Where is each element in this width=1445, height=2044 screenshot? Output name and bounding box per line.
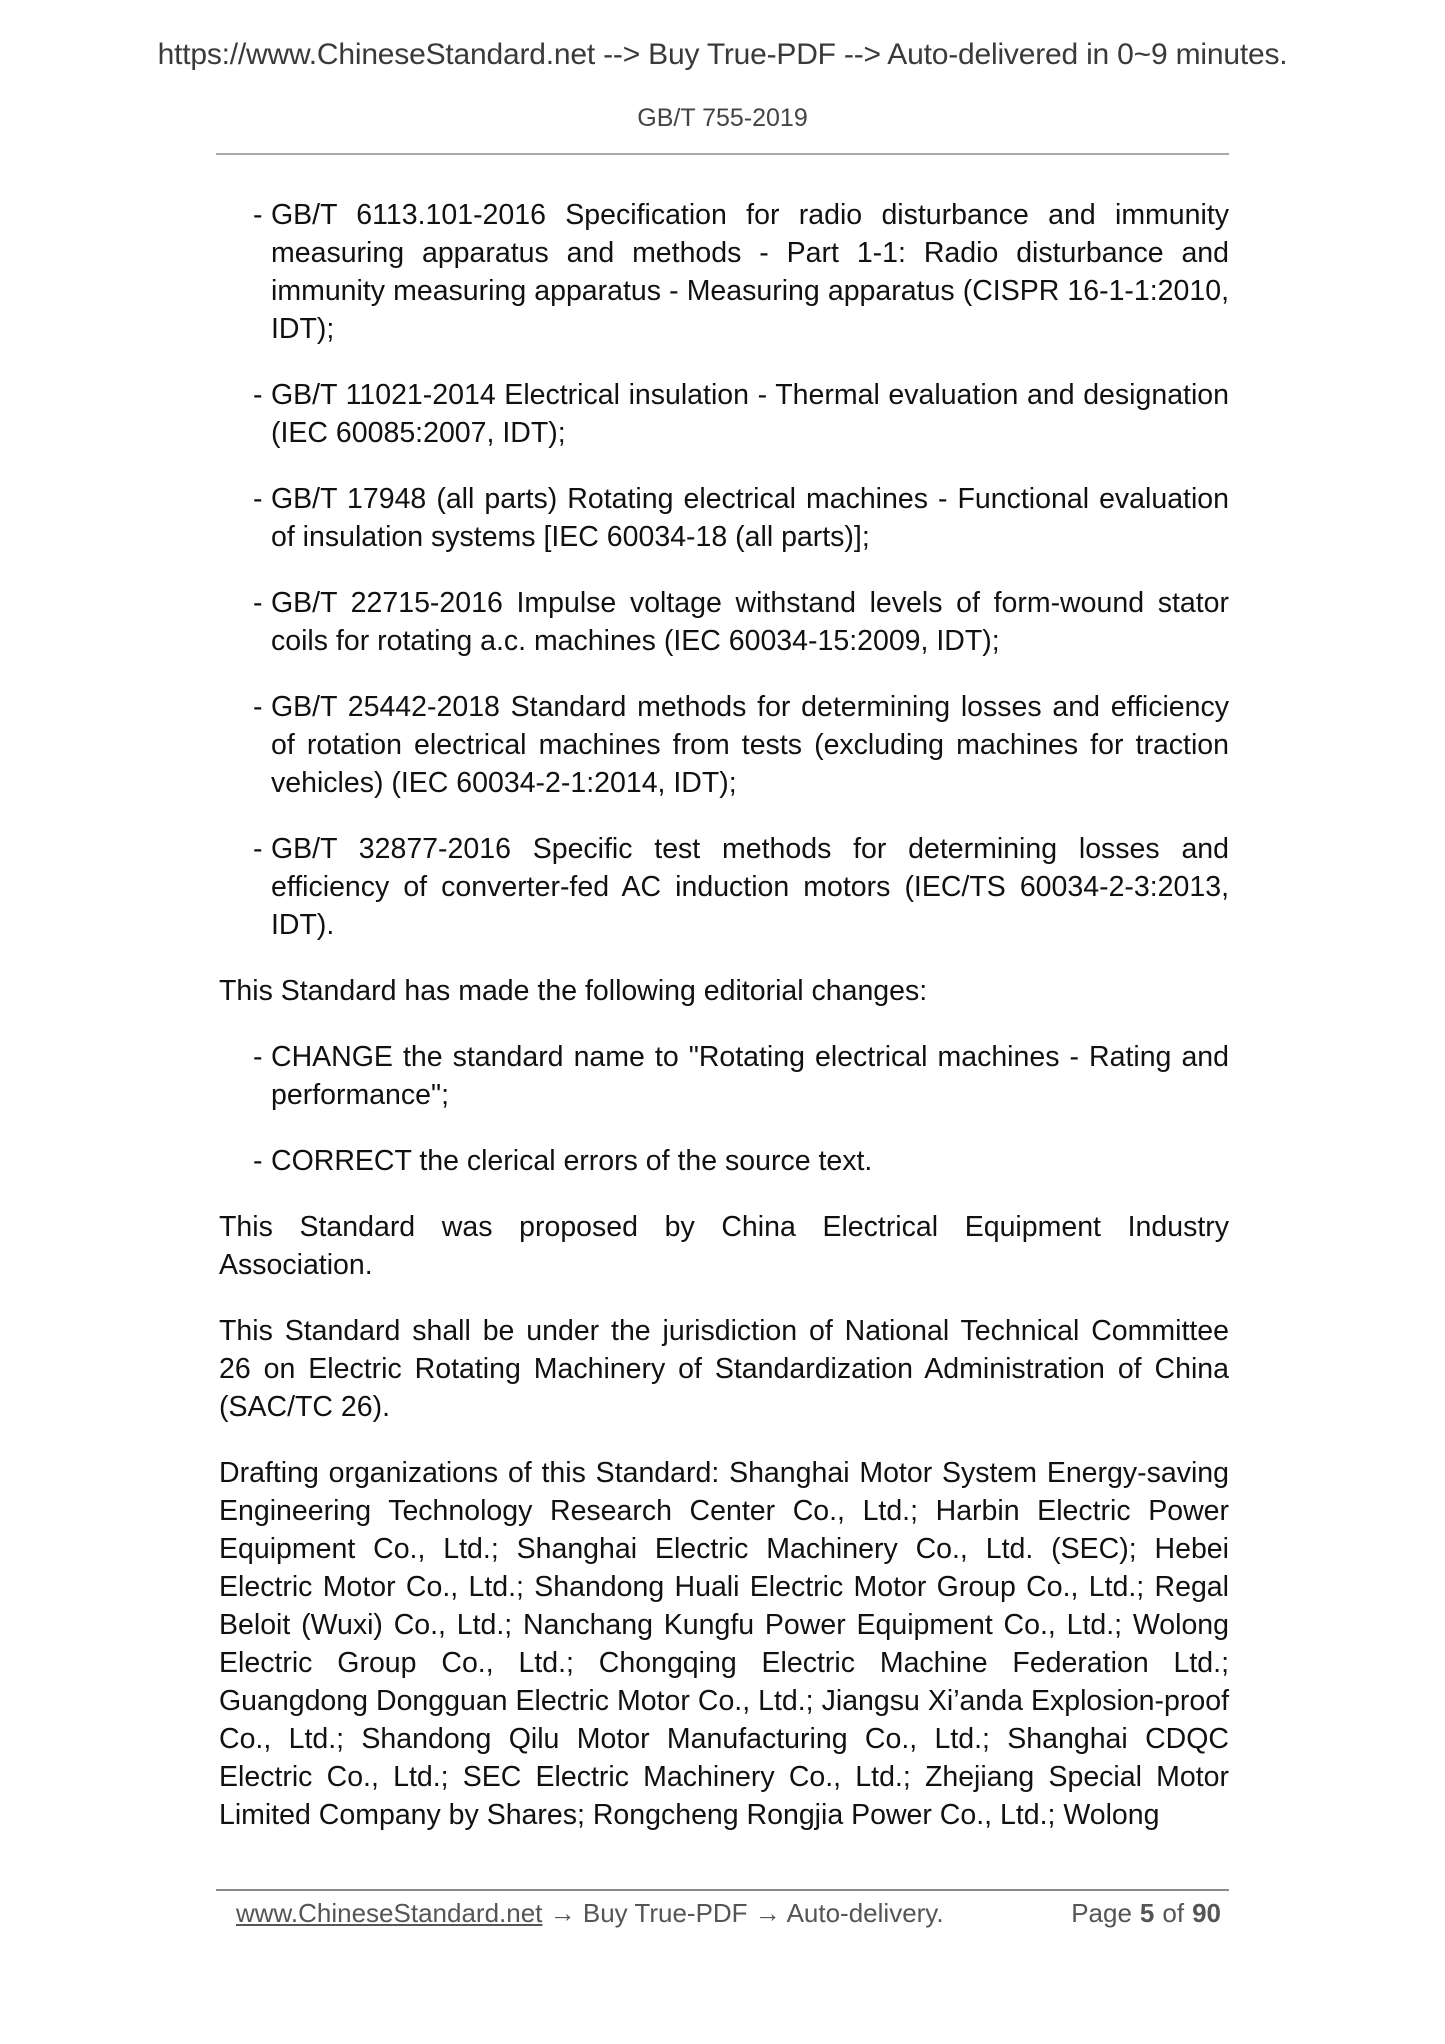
- page-indicator: Page 5 of 90: [1071, 1898, 1221, 1928]
- normative-references-list: [219, 196, 1229, 944]
- bullet-dash: -: [253, 587, 263, 619]
- document-body: [219, 196, 1229, 1862]
- bullet-dash: -: [253, 833, 263, 865]
- editorial-change-item: - CORRECT the clerical errors of the source text.: [219, 1142, 1229, 1180]
- editorial-change-item: - CHANGE the standard name to "Rotating electrical machines - Rating and performance";: [219, 1038, 1229, 1114]
- bullet-dash: -: [253, 483, 263, 515]
- footer-left: [236, 1898, 944, 1929]
- footer-divider: [216, 1889, 1229, 1891]
- footer-tagline: → Buy True-PDF → Auto-delivery.: [542, 1898, 944, 1928]
- total-pages: 90: [1192, 1898, 1221, 1928]
- page-footer: [236, 1898, 1221, 1929]
- editorial-intro: This Standard has made the following editorial changes:: [219, 975, 928, 1007]
- reference-item: - GB/T 11021-2014 Electrical insulation - Thermal evaluation and designation (IEC 60085:2007, IDT);: [219, 376, 1229, 452]
- bullet-dash: -: [253, 691, 263, 723]
- reference-item: - GB/T 17948 (all parts) Rotating electrical machines - Functional evaluation of insulation systems [IEC 60034-18 (all parts)];: [219, 480, 1229, 556]
- document-code: GB/T 755-2019: [637, 104, 808, 132]
- header-divider: [216, 153, 1229, 155]
- website-link[interactable]: www.ChineseStandard.net: [236, 1898, 543, 1928]
- current-page: 5: [1139, 1898, 1155, 1928]
- reference-item: - GB/T 32877-2016 Specific test methods for determining losses and efficiency of converter-fed AC induction motors (IEC/TS 60034-2-3:2013, IDT).: [219, 830, 1229, 944]
- bullet-dash: -: [253, 1041, 263, 1073]
- bullet-dash: -: [253, 1145, 263, 1177]
- reference-item: - GB/T 22715-2016 Impulse voltage withstand levels of form-wound stator coils for rotating a.c. machines (IEC 60034-15:2009, IDT);: [219, 584, 1229, 660]
- editorial-changes-list: [219, 1038, 1229, 1180]
- proposed-by-paragraph: This Standard was proposed by China Electrical Equipment Industry Association.: [219, 1211, 1229, 1281]
- bullet-dash: -: [253, 379, 263, 411]
- bullet-dash: -: [253, 199, 263, 231]
- reference-item: - GB/T 25442-2018 Standard methods for determining losses and efficiency of rotation electrical machines from tests (excluding machines for traction vehicles) (IEC 60034-2-1:2014, IDT);: [219, 688, 1229, 802]
- reference-item: - GB/T 6113.101-2016 Specification for radio disturbance and immunity measuring apparatus and methods - Part 1-1: Radio disturbance and immunity measuring apparatus - Measuring apparatus (CISPR 16-1-1:2010, IDT);: [219, 196, 1229, 348]
- top-banner: https://www.ChineseStandard.net --> Buy True-PDF --> Auto-delivered in 0~9 minutes.: [157, 38, 1288, 71]
- drafting-organizations-paragraph: Drafting organizations of this Standard: Shanghai Motor System Energy-saving Engineering Technology Research Center Co., Ltd.; Harbin Electric Power Equipment Co., Ltd.; Shanghai Electric Machinery Co., Ltd. (SEC); Hebei Electric Motor Co., Ltd.; Shandong Huali Electric Motor Group Co., Ltd.; Regal Beloit (Wuxi) Co., Ltd.; Nanchang Kungfu Power Equipment Co., Ltd.; Wolong Electric Group Co., Ltd.; Chongqing Electric Machine Federation Ltd.; Guangdong Dongguan Electric Motor Co., Ltd.; Jiangsu Xi’anda Explosion-proof Co., Ltd.; Shandong Qilu Motor Manufacturing Co., Ltd.; Shanghai CDQC Electric Co., Ltd.; SEC Electric Machinery Co., Ltd.; Zhejiang Special Motor Limited Company by Shares; Rongcheng Rongjia Power Co., Ltd.; Wolong: [219, 1457, 1229, 1831]
- jurisdiction-paragraph: This Standard shall be under the jurisdiction of National Technical Committee 26 on Electric Rotating Machinery of Standardization Administration of China (SAC/TC 26).: [219, 1315, 1229, 1423]
